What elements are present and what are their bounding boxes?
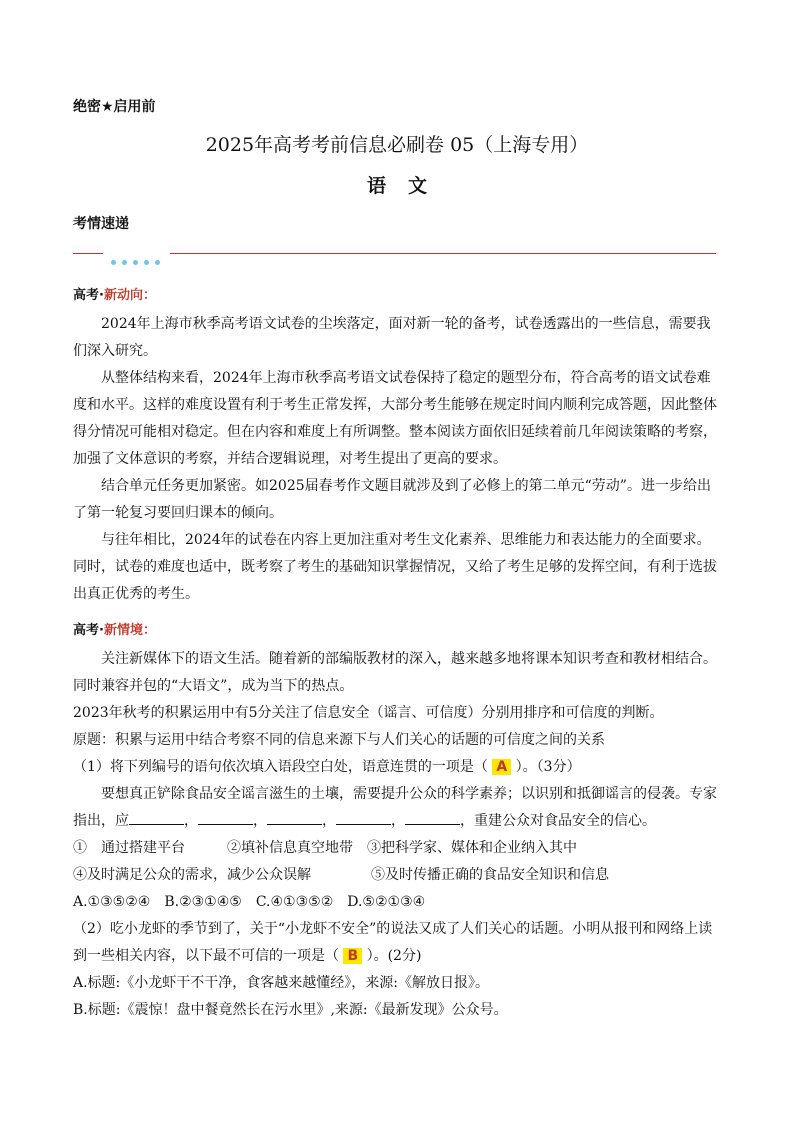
sentence-item: ④及时满足公众的需求，减少公众误解 [73,867,311,883]
sentence-items-row-1 [73,835,721,862]
dot-icon [111,260,116,265]
question-2-score: ）。(2分) [366,948,422,964]
situations-intro: 关注新媒体下的语文生活。随着新的部编版教材的深入，越来越多地将课本知识考查和教材相结合。同时兼容并包的“大语文”，成为当下的热点。 [73,651,717,694]
separator: ， [253,813,267,829]
question-1-score: ）。（3分） [515,759,581,775]
sentence-item: ③把科学家、媒体和企业纳入其中 [367,840,577,856]
sentence-item: ① 通过搭建平台 [73,840,185,856]
subheading-prefix: 高考· [73,623,104,638]
trends-subheading [73,284,156,303]
option-c: C.④①③⑤② [255,894,334,910]
passage-text: ，重建公众对食品安全的信心。 [460,813,656,829]
dot-icon [144,260,149,265]
question-2 [73,916,721,970]
sentence-item: ⑤及时传播正确的食品安全知识和信息 [371,867,609,883]
sentence-item: ②填补信息真空地带 [227,840,353,856]
confidential-label: 绝密★启用前 [73,99,156,115]
trends-paragraph-3: 结合单元任务更加紧密。如2025届春考作文题目就涉及到了必修上的第二单元“劳动”。进一步给出了第一轮复习要回归课本的倾向。 [73,478,711,521]
situations-body [73,646,721,1024]
option-b: B.②③①④⑤ [164,894,242,910]
trends-paragraph-1: 2024年上海市秋季高考语文试卷的尘埃落定，面对新一轮的备考，试卷透露出的一些信息，需要我们深入研究。 [73,316,711,359]
sentence-items-row-2 [73,862,721,889]
divider-line-right [170,253,716,254]
trends-paragraph-4: 与往年相比，2024年的试卷在内容上更加注重对考生文化素养、思维能力和表达能力的全面要求。同时，试卷的难度也适中，既考察了考生的基础知识掌握情况，又给了考生足够的发挥空间，有利于选拔出真正优秀的考生。 [73,532,717,602]
question-1 [73,754,721,781]
trends-body [73,311,721,608]
divider-line-left [73,253,103,254]
passage-text: 要想真正铲除食品安全谣言滋生的土壤，需要提升公众的科学素养；以识别和抵御谣言的侵袭。专家指出，应 [73,786,717,829]
dot-icon [155,260,160,265]
fill-blank [129,809,184,825]
decorative-divider [73,248,716,260]
situations-line-2: 2023年秋考的积累运用中有5分关注了信息安全（谣言、可信度）分别用排序和可信度的判断。 [73,705,664,721]
subheading-red-label: 新动向： [103,288,156,303]
answer-highlight: A [492,759,511,775]
fill-blank [405,809,460,825]
answer-highlight: B [343,948,362,964]
option-a: A.①③⑤②④ [73,894,151,910]
separator: ， [391,813,405,829]
question-2-option-b: B.标题:《震惊！盘中餐竟然长在污水里》,来源:《最新发现》公众号。 [73,1002,508,1018]
fill-blank [267,809,322,825]
question-1-passage [73,781,721,835]
separator: ， [322,813,336,829]
section-heading: 考情速递 [73,216,129,232]
question-2-text: （2）吃小龙虾的季节到了，关于“小龙虾不安全”的说法又成了人们关心的话题。小明从报刊和网络上读到一些相关内容，以下最不可信的一项是（ [73,921,713,964]
option-d: D.⑤②①③④ [347,894,426,910]
question-1-options [73,889,721,916]
dot-icon [122,260,127,265]
trends-paragraph-2: 从整体结构来看，2024年上海市秋季高考语文试卷保持了稳定的题型分布，符合高考的语文试卷难度和水平。这样的难度设置有利于考生正常发挥，大部分考生能够在规定时间内顺利完成答题，因此整体得分情况可能相对稳定。但在内容和难度上有所调整。整本阅读方面依旧延续着前几年阅读策略的考察，加强了文体意识的考察，并结合逻辑说理，对考生提出了更高的要求。 [73,370,717,467]
fill-blank [336,809,391,825]
fill-blank [198,809,253,825]
question-1-text: （1）将下列编号的语句依次填入语段空白处，语意连贯的一项是（ [73,759,488,775]
situations-line-3: 原题：积累与运用中结合考察不同的信息来源下与人们关心的话题的可信度之间的关系 [73,732,605,748]
subject-title: 语文 [366,175,449,197]
situations-subheading [73,619,156,638]
subheading-red-label: 新情境： [103,623,156,638]
divider-dots [111,250,166,269]
exam-title: 2025年高考考前信息必刷卷 05（上海专用） [205,134,589,156]
dot-icon [133,260,138,265]
subheading-prefix: 高考· [73,288,104,303]
question-2-option-a: A.标题:《小龙虾干不干净，食客越来越懂经》，来源:《解放日报》。 [73,975,489,991]
separator: ， [184,813,198,829]
